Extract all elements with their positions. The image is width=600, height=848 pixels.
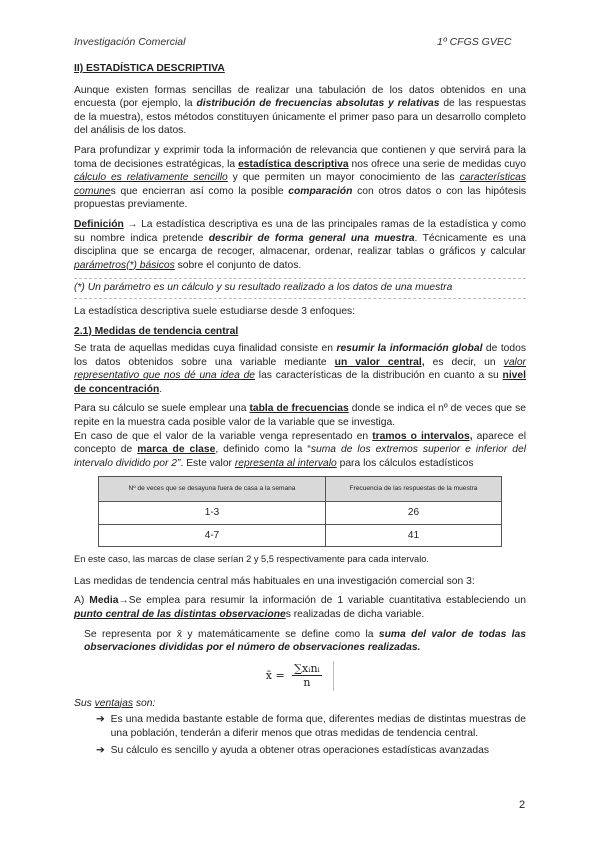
formula-fraction [292,662,322,690]
formula-divider [333,661,334,691]
paragraph-intro: Aunque existen formas sencillas de realizar una tabulación de los datos obtenidos en una encuesta (por ejemplo, la distribución de frecuencias absolutas y relativas de las respuestas de la muestra), estos métodos constituyen únicamente el primer paso para un desarrollo completo del análisis de los datos. [74,84,527,137]
paragraph-class-marks-example: En este caso, las marcas de clase serían 2 y 5,5 respectivamente para cada intervalo. [74,554,430,565]
frequency-table [98,476,502,547]
paragraph-definition: Definición → La estadística descriptiva es una de las principales ramas de la estadística y como su nombre indica pretende describir de forma general una muestra. Técnicamente es una disciplina que se encarga de recoger, almacenar, ordenar, realizar tablas o gráficos y calcular parámetros(*) básicos sobre el conjunto de datos. [74,218,526,271]
mean-formula [74,661,526,691]
paragraph-central-tendency: Se trata de aquellas medidas cuya finalidad consiste en resumir la información global de todos los datos obtenidos sobre una variable mediante un valor central, es decir, un valor representativo que nos dé una idea de las características de la distribución en cuanto a su nivel de concentración. [74,343,527,395]
section-heading: 2.1) Medidas de tendencia central [74,325,239,337]
paragraph-mean-definition: Se representa por x̄ y matemáticamente se define como la suma del valor de todas las observaciones divididas por el número de observaciones realizadas. [84,628,526,654]
paragraph-common-measures: Las medidas de tendencia central más habituales en una investigación comercial son 3: [74,575,475,587]
table-row [99,524,502,547]
arrow-bullet-icon: ➔ [96,714,105,726]
page-number: 2 [519,799,526,811]
table-cell: 4-7 [99,524,326,547]
list-item: ➔ Su cálculo es sencillo y ayuda a obtener otras operaciones estadísticas avanzadas [96,744,489,756]
column-header: Nº de veces que se desayuna fuera de casa a la semana [99,477,326,502]
table-cell: 41 [325,524,501,547]
paragraph-descriptive-stats: Para profundizar y exprimir toda la información de relevancia que contienen y que servirá para la toma de decisiones estratégicas, la estadística descriptiva nos ofrece una serie de medidas cuyo cálculo es relativamente sencillo y que permiten un mayor conocimiento de las características comunes que encierran así como la posible comparación con otros datos o con las hipótesis propuestas previamente. [74,144,527,211]
mean-symbol: x̄ [176,628,183,640]
paragraph-frequency-table: Para su cálculo se suele emplear una tabla de frecuencias donde se indica el nº de veces que se repite en la muestra cada posible valor de la variable que se investiga. [74,403,526,429]
paragraph-mean: A) Media→Se emplea para resumir la información de 1 variable cuantitativa estableciendo un punto central de las distintas observaciones realizadas de dicha variable. [74,595,526,620]
formula-numerator: ∑xᵢnᵢ [294,661,320,675]
formula-lhs: x̄ = [265,668,285,682]
arrow-bullet-icon: ➔ [96,744,105,756]
table-cell: 26 [325,502,501,525]
table-row [99,502,502,525]
paragraph-approaches: La estadística descriptiva suele estudiarse desde 3 enfoques: [74,305,356,317]
advantages-label: Sus ventajas son: [74,697,156,709]
formula-denominator: n [303,676,311,690]
footnote-parameter: (*) Un parámetro es un cálculo y su resultado realizado a los datos de una muestra [74,278,526,299]
header-course: Investigación Comercial [74,36,186,48]
table-header-row [99,477,502,502]
header-level: 1º CFGS GVEC [437,36,512,48]
paragraph-class-mark: En caso de que el valor de la variable venga representado en tramos o intervalos, aparece el concepto de marca de clase, definido como la “suma de los extremos superior e inferior del intervalo dividido por 2”. Este valor representa al intervalo para los cálculos estadísticos [74,430,527,469]
page-title: II) ESTADÍSTICA DESCRIPTIVA [74,63,225,74]
document-body [74,62,526,760]
list-item: ➔ Es una medida bastante estable de forma que, diferentes medias de distintas muestras de una población, tenderán a diferir menos que otras medidas de tendencia central. [96,714,526,739]
table-cell: 1-3 [99,502,326,525]
column-header: Frecuencia de las respuestas de la muestra [325,477,501,502]
